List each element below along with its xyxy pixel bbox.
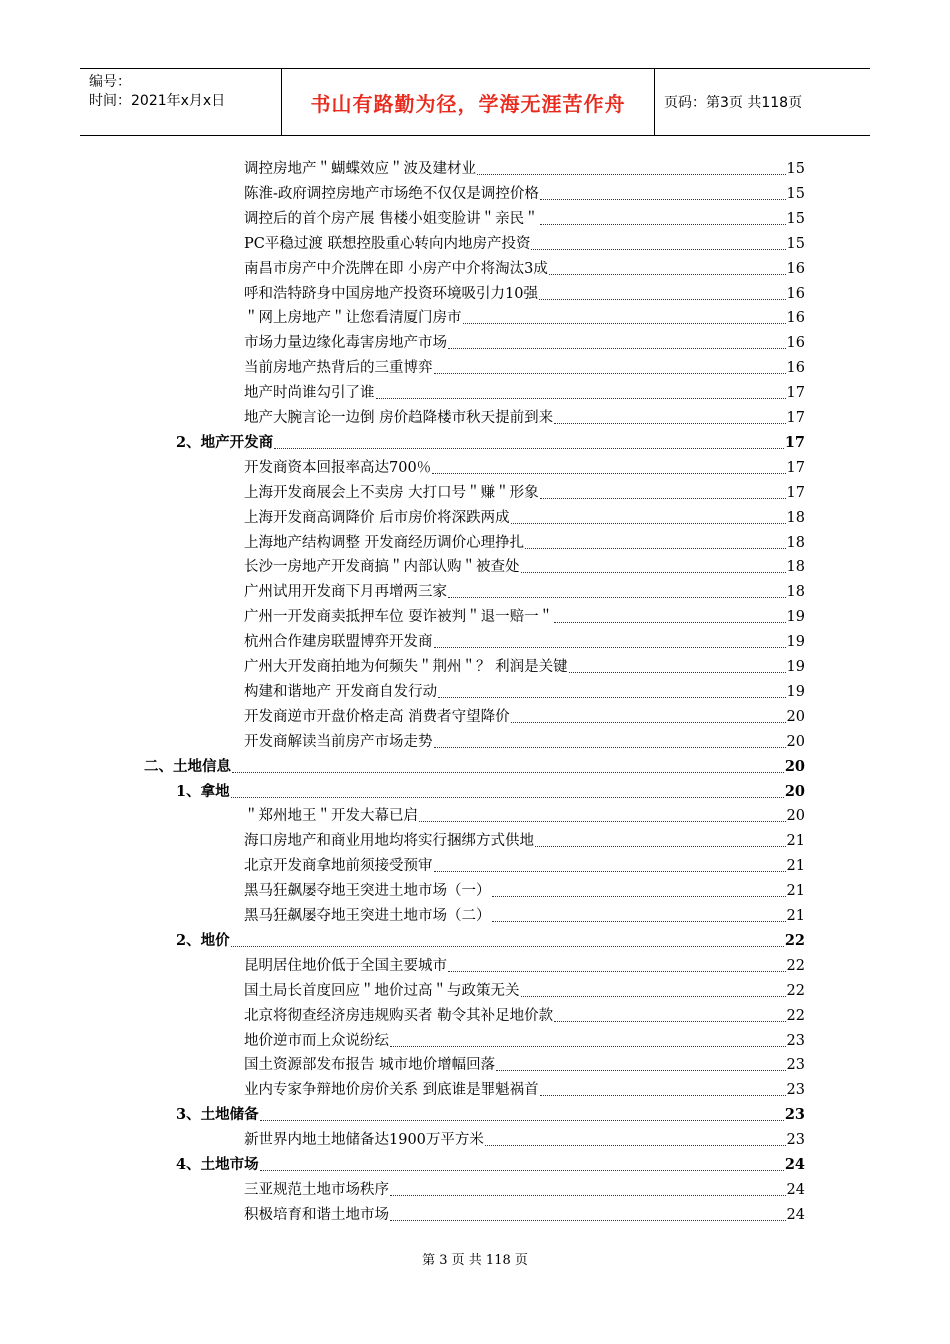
toc-entry-title: 构建和谐地产 开发商自发行动 [244, 683, 438, 700]
toc-entry[interactable] [244, 306, 805, 330]
toc-entry[interactable] [176, 1153, 805, 1177]
toc-entry-title: 1、拿地 [176, 782, 230, 800]
toc-entry-title: 黑马狂飙屡夺地王突进土地市场（二） [244, 908, 491, 924]
toc-dot-leader [492, 920, 786, 922]
toc-dot-leader [419, 820, 786, 822]
toc-dot-leader [448, 347, 786, 349]
toc-dot-leader [232, 771, 784, 773]
toc-entry-title: 广州大开发商拍地为何频失＂荆州＂？ 利润是关键 [244, 659, 568, 675]
toc-entry[interactable] [244, 705, 805, 729]
header-page-info: 页码：第3页 共118页 [664, 95, 803, 111]
page-footer: 第 3 页 共 118 页 [422, 1253, 528, 1268]
toc-dot-leader [448, 596, 786, 598]
header-meta [80, 69, 282, 135]
toc-dot-leader [434, 646, 786, 648]
toc-dot-leader [390, 1219, 786, 1221]
toc-entry-title: 呼和浩特跻身中国房地产投资环境吸引力10强 [244, 285, 538, 302]
toc-entry-title: 广州一开发商卖抵押车位 耍诈被判＂退一赔一＂ [244, 609, 554, 626]
toc-entry-title: 地产时尚谁勾引了谁 [244, 385, 375, 402]
toc-entry[interactable] [244, 904, 805, 928]
toc-entry[interactable] [244, 954, 805, 978]
toc-entry[interactable] [244, 1128, 805, 1152]
toc-entry-title: 国土资源部发布报告 城市地价增幅回落 [244, 1057, 496, 1074]
toc-entry-page: 22 [784, 931, 805, 949]
time-label: 时间：2021年x月x日 [89, 93, 226, 109]
toc-entry[interactable] [244, 182, 805, 206]
toc-entry-page: 16 [786, 335, 805, 352]
toc-entry-page: 18 [786, 534, 805, 551]
toc-dot-leader [438, 696, 785, 698]
toc-entry-title: 积极培育和谐土地市场 [244, 1206, 389, 1223]
toc-entry-page: 16 [786, 360, 805, 377]
toc-entry[interactable] [244, 829, 805, 853]
toc-entry-title: 国土局长首度回应＂地价过高＂与政策无关 [244, 982, 520, 999]
toc-dot-leader [260, 1169, 784, 1171]
toc-entry-page: 17 [784, 433, 805, 451]
toc-entry[interactable] [244, 207, 805, 231]
toc-dot-leader [376, 397, 786, 399]
toc-dot-leader [540, 223, 786, 225]
toc-entry-page: 20 [784, 757, 805, 775]
toc-entry-page: 23 [786, 1032, 805, 1049]
toc-entry[interactable] [244, 555, 805, 579]
toc-entry-title: 2、地价 [176, 931, 230, 949]
toc-dot-leader [390, 1194, 786, 1196]
toc-entry-title: 上海开发商展会上不卖房 大打口号＂赚＂形象 [244, 484, 539, 501]
toc-entry-page: 23 [786, 1057, 805, 1074]
toc-entry-page: 18 [786, 584, 805, 601]
toc-entry[interactable] [244, 257, 805, 281]
toc-entry[interactable] [244, 531, 805, 555]
toc-entry-page: 15 [786, 235, 805, 252]
toc-dot-leader [477, 173, 786, 175]
toc-dot-leader [521, 995, 786, 997]
toc-entry[interactable] [244, 630, 805, 654]
toc-dot-leader [535, 845, 786, 847]
toc-entry-title: 杭州合作建房联盟博弈开发商 [244, 634, 433, 651]
toc-entry-title: 长沙一房地产开发商搞＂内部认购＂被查处 [244, 559, 520, 576]
toc-entry-page: 20 [784, 782, 805, 800]
toc-entry[interactable] [176, 780, 805, 804]
toc-entry-page: 19 [786, 659, 805, 675]
toc-entry-page: 24 [786, 1181, 805, 1198]
toc-entry[interactable] [244, 157, 805, 181]
toc-entry-title: 地产大腕言论一边倒 房价趋降楼市秋天提前到来 [244, 410, 554, 426]
toc-entry-title: 新世界内地土地储备达1900万平方米 [244, 1132, 484, 1149]
toc-entry[interactable] [244, 680, 805, 704]
toc-entry-page: 19 [786, 683, 805, 700]
toc-entry-title: 开发商资本回报率高达700％ [244, 459, 432, 476]
toc-entry-page: 16 [786, 285, 805, 302]
toc-entry-title: 上海开发商高调降价 后市房价将深跌两成 [244, 509, 510, 526]
toc-entry[interactable] [244, 506, 805, 530]
toc-entry-title: 陈淮-政府调控房地产市场绝不仅仅是调控价格 [244, 185, 539, 202]
toc-entry[interactable] [244, 282, 805, 306]
toc-entry-title: 地价逆市而上众说纷纭 [244, 1032, 389, 1049]
toc-entry[interactable] [244, 481, 805, 505]
toc-dot-leader [521, 571, 786, 573]
toc-entry-page: 17 [786, 459, 805, 476]
toc-entry[interactable] [244, 406, 805, 430]
toc-entry-page: 19 [786, 609, 805, 626]
toc-dot-leader [569, 671, 786, 673]
toc-entry-title: 昆明居住地价低于全国主要城市 [244, 957, 447, 974]
toc-entry[interactable] [176, 929, 805, 953]
toc-entry-title: ＂网上房地产＂让您看清厦门房市 [244, 310, 462, 327]
toc-entry-page: 24 [784, 1156, 805, 1173]
toc-dot-leader [448, 970, 786, 972]
toc-entry-title: 南昌市房产中介洗牌在即 小房产中介将淘汰3成 [244, 260, 548, 277]
toc-entry-title: ＂郑州地王＂开发大幕已启 [244, 808, 418, 825]
toc-entry-title: 调控房地产＂蝴蝶效应＂波及建材业 [244, 161, 476, 177]
toc-entry[interactable] [144, 755, 805, 779]
toc-entry-title: 2、地产开发商 [176, 433, 274, 451]
toc-entry-page: 16 [786, 310, 805, 327]
toc-entry[interactable] [244, 730, 805, 754]
toc-dot-leader [540, 198, 786, 200]
toc-dot-leader [549, 273, 786, 275]
toc-entry-title: 北京开发商拿地前须接受预审 [244, 858, 433, 875]
toc-entry-title: 开发商逆市开盘价格走高 消费者守望降价 [244, 708, 510, 725]
toc-entry-page: 17 [786, 385, 805, 402]
toc-entry-page: 16 [786, 260, 805, 277]
toc-entry-title: 三亚规范土地市场秩序 [244, 1181, 389, 1198]
toc-entry-page: 23 [786, 1082, 805, 1099]
toc-entry-page: 22 [786, 982, 805, 999]
toc-entry-page: 17 [786, 410, 805, 426]
toc-dot-leader [540, 497, 786, 499]
toc-entry[interactable] [244, 655, 805, 679]
toc-entry-title: 市场力量边缘化毒害房地产市场 [244, 335, 447, 352]
toc-entry-page: 15 [786, 161, 805, 177]
toc-entry-title: 调控后的首个房产展 售楼小姐变脸讲＂亲民＂ [244, 210, 539, 227]
toc-entry[interactable] [244, 854, 805, 878]
toc-dot-leader [539, 298, 786, 300]
toc-entry-title: 广州试用开发商下月再增两三家 [244, 584, 447, 601]
toc-entry[interactable] [244, 979, 805, 1003]
toc-entry[interactable] [244, 879, 805, 903]
serial-label: 编号： [89, 74, 131, 90]
toc-dot-leader [485, 1144, 786, 1146]
toc-entry-page: 15 [786, 210, 805, 227]
toc-entry[interactable] [244, 232, 805, 256]
toc-dot-leader [231, 945, 784, 947]
toc-entry-title: 海口房地产和商业用地均将实行捆绑方式供地 [244, 833, 534, 850]
toc-entry-page: 20 [786, 808, 805, 825]
toc-entry[interactable] [176, 1103, 805, 1127]
toc-dot-leader [231, 796, 784, 798]
toc-dot-leader [434, 870, 786, 872]
toc-entry-page: 22 [786, 1007, 805, 1024]
toc-dot-leader [390, 1045, 786, 1047]
toc-dot-leader [554, 1020, 785, 1022]
toc-dot-leader [554, 422, 785, 424]
toc-entry[interactable] [244, 1053, 805, 1077]
toc-dot-leader [554, 621, 785, 623]
toc-entry-page: 18 [786, 509, 805, 526]
toc-entry-page: 21 [786, 858, 805, 875]
toc-entry-title: 上海地产结构调整 开发商经历调价心理挣扎 [244, 534, 525, 551]
toc-entry-page: 21 [786, 833, 805, 850]
toc-entry-page: 20 [786, 708, 805, 725]
toc-entry[interactable] [244, 1203, 805, 1227]
header-motto: 书山有路勤为径，学海无涯苦作舟 [282, 69, 655, 135]
page-header [80, 68, 870, 136]
toc-dot-leader [531, 248, 785, 250]
toc-dot-leader [492, 895, 786, 897]
toc-entry-title: 业内专家争辩地价房价关系 到底谁是罪魁祸首 [244, 1082, 539, 1099]
toc-entry[interactable] [244, 456, 805, 480]
toc-entry[interactable] [244, 1078, 805, 1102]
toc-entry-page: 21 [786, 883, 805, 900]
toc-entry[interactable] [244, 1029, 805, 1053]
toc-entry-title: 北京将彻查经济房违规购买者 勒令其补足地价款 [244, 1007, 554, 1024]
toc-entry-title: 开发商解读当前房产市场走势 [244, 733, 433, 750]
toc-dot-leader [274, 447, 784, 449]
toc-dot-leader [540, 1094, 786, 1096]
toc-dot-leader [432, 472, 785, 474]
toc-entry[interactable] [244, 1178, 805, 1202]
toc-dot-leader [260, 1119, 784, 1121]
toc-entry[interactable] [244, 1004, 805, 1028]
toc-entry-page: 20 [786, 733, 805, 750]
toc-entry[interactable] [176, 431, 805, 455]
toc-dot-leader [525, 547, 785, 549]
toc-dot-leader [463, 322, 786, 324]
toc-entry-title: 4、土地市场 [176, 1156, 259, 1173]
toc-entry-title: 黑马狂飙屡夺地王突进土地市场（一） [244, 883, 491, 900]
toc-entry[interactable] [244, 331, 805, 355]
toc-entry-page: 15 [786, 185, 805, 202]
toc-entry-title: 3、土地储备 [176, 1106, 259, 1124]
toc-entry-title: 二、土地信息 [144, 757, 231, 775]
toc-dot-leader [434, 372, 786, 374]
toc-entry-title: PC平稳过渡 联想控股重心转向内地房产投资 [244, 235, 531, 252]
toc-entry-page: 18 [786, 559, 805, 576]
toc-dot-leader [511, 721, 786, 723]
toc-entry-page: 23 [784, 1106, 805, 1124]
toc-entry-page: 22 [786, 957, 805, 974]
toc-entry[interactable] [244, 356, 805, 380]
toc-entry-page: 19 [786, 634, 805, 651]
toc-entry-title: 当前房地产热背后的三重博弈 [244, 360, 433, 377]
toc-entry-page: 21 [786, 908, 805, 924]
toc-dot-leader [511, 522, 786, 524]
toc-entry-page: 17 [786, 484, 805, 501]
toc-entry[interactable] [244, 580, 805, 604]
toc-entry[interactable] [244, 804, 805, 828]
toc-entry-page: 23 [786, 1132, 805, 1149]
toc-entry[interactable] [244, 381, 805, 405]
toc-dot-leader [496, 1069, 785, 1071]
toc-entry-page: 24 [786, 1206, 805, 1223]
toc-dot-leader [434, 746, 786, 748]
toc-entry[interactable] [244, 605, 805, 629]
